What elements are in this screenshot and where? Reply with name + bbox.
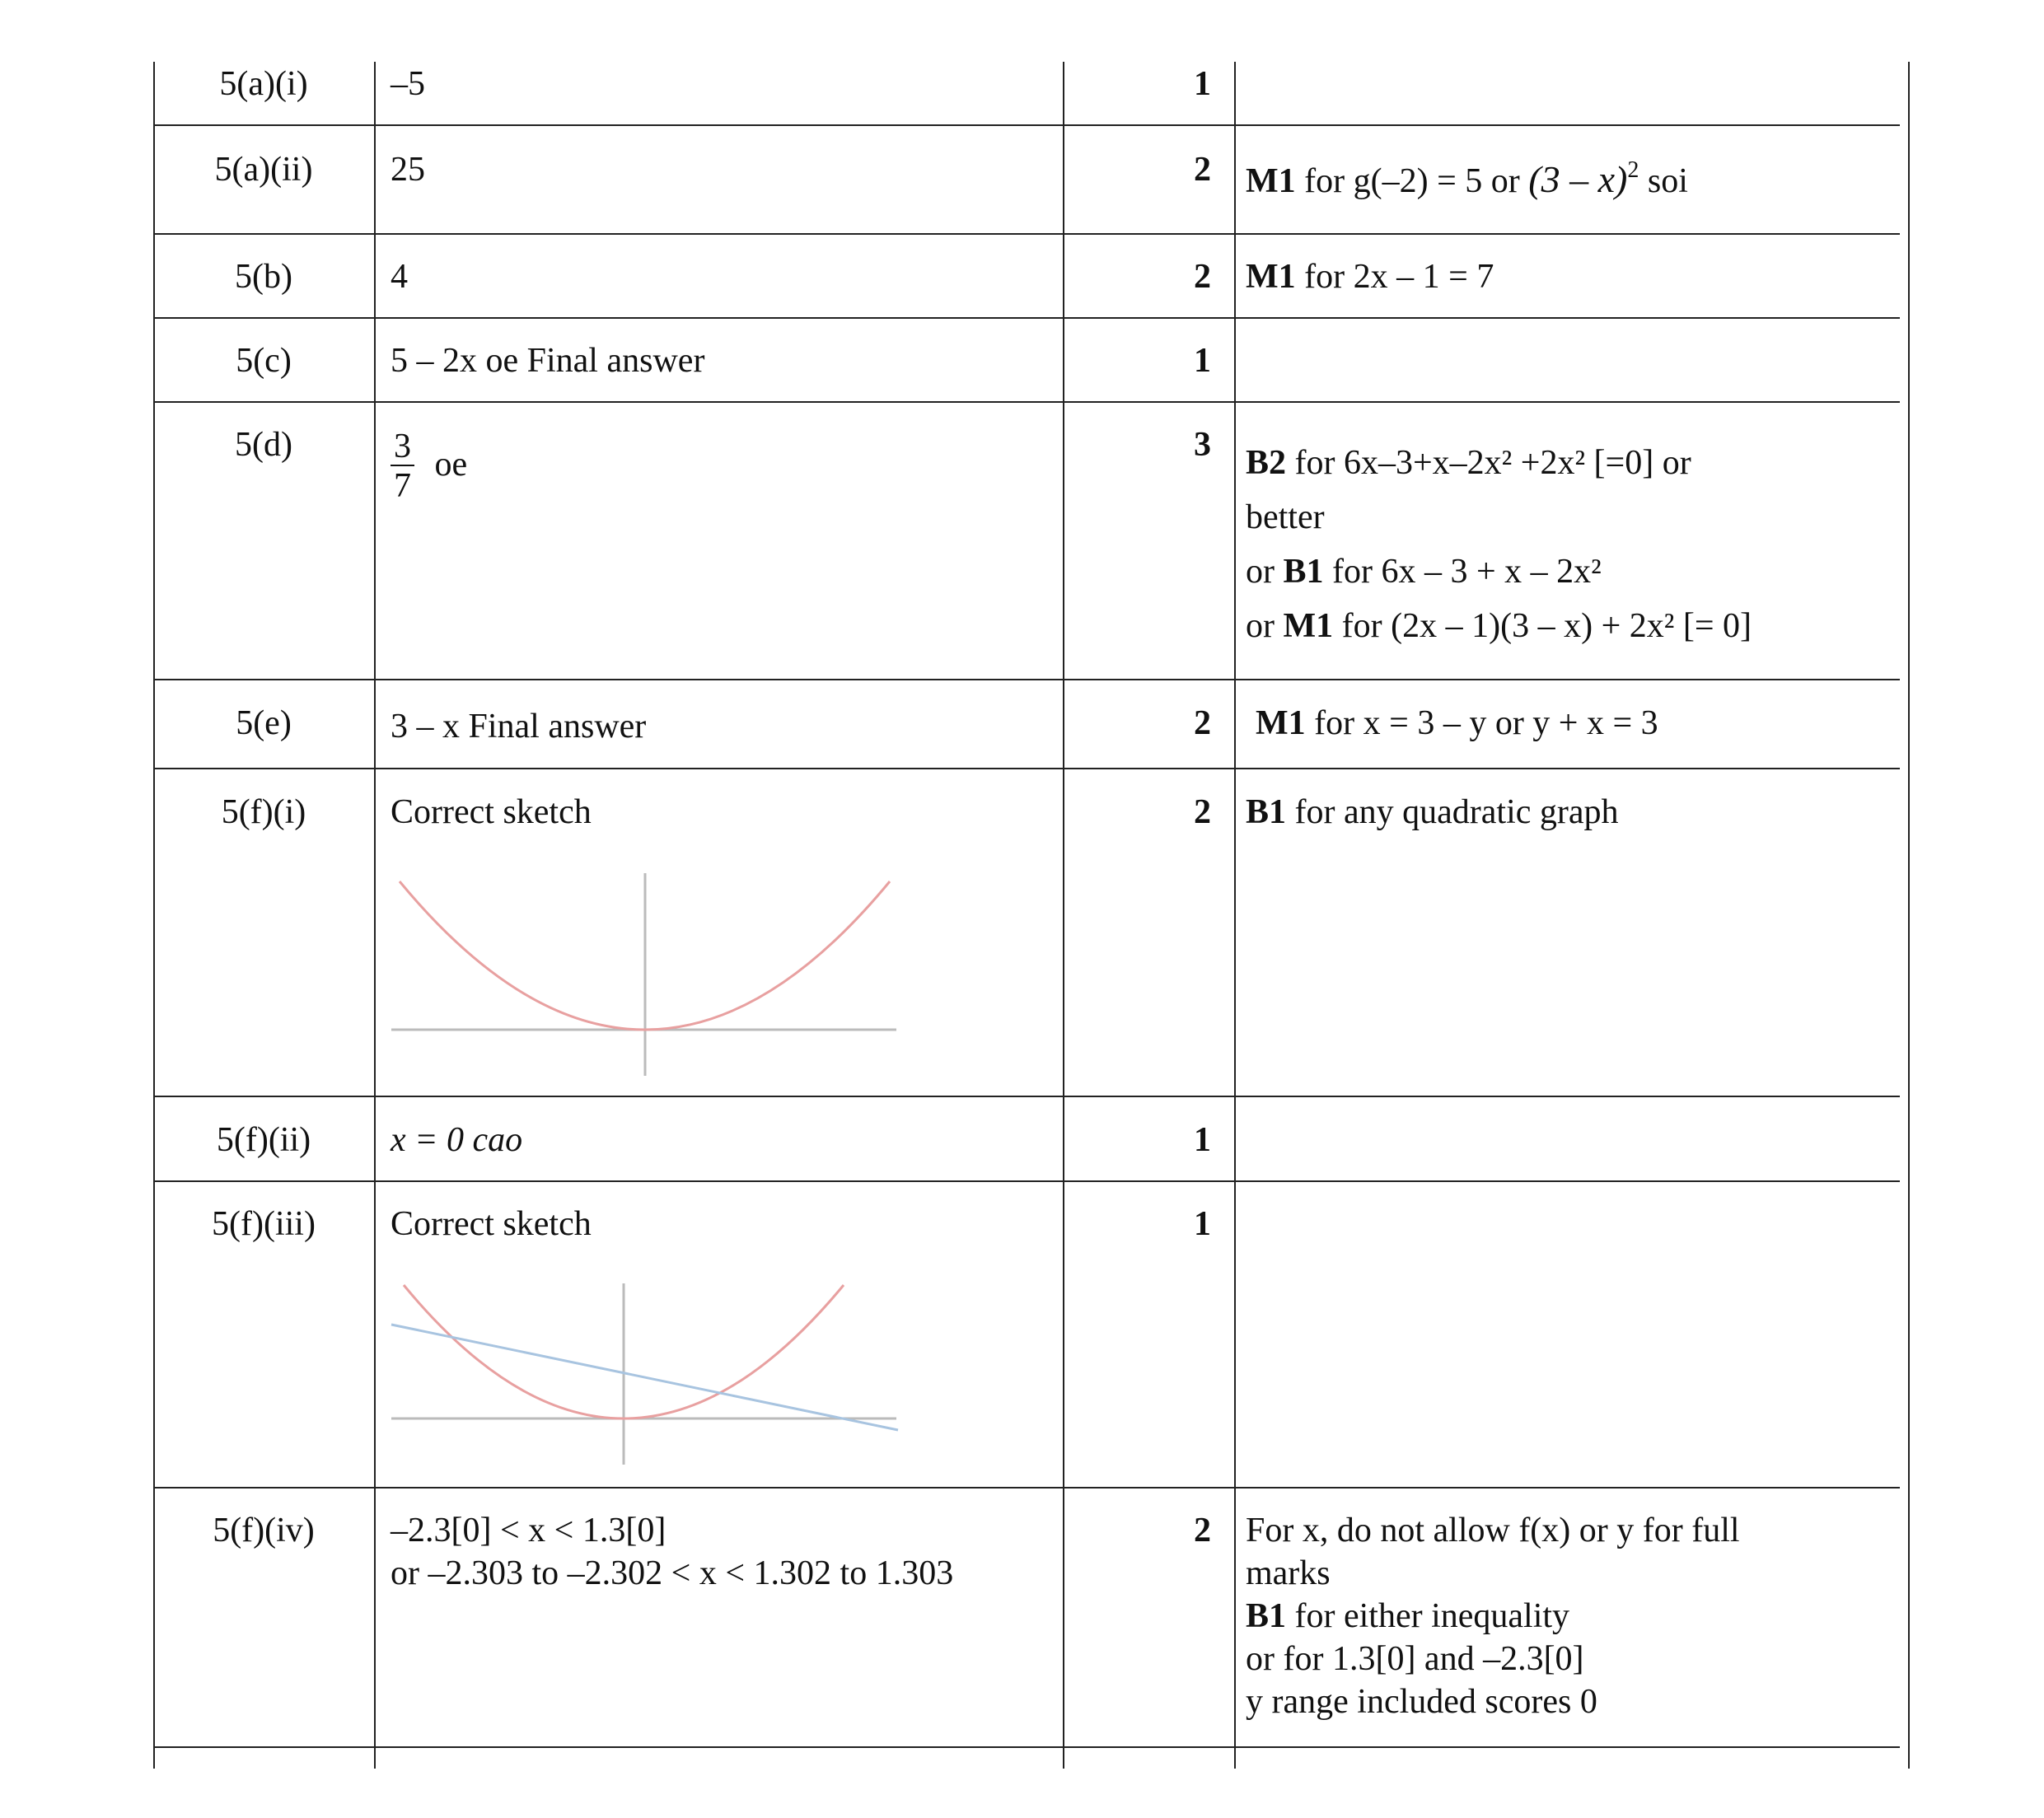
- guidance-text: [1246, 791, 1619, 834]
- mark-code: B1: [1246, 1597, 1287, 1635]
- marks-value: 2: [1194, 151, 1211, 189]
- question-label: 5(b): [235, 258, 292, 296]
- math-expression: (3 – x): [1528, 158, 1628, 200]
- question-label: 5(f)(i): [221, 793, 306, 831]
- row-divider: [153, 1096, 1900, 1097]
- guidance-line: [1246, 1595, 1569, 1638]
- guidance-line: [1246, 605, 1752, 647]
- guidance-line: For x, do not allow f(x) or y for full: [1246, 1512, 1740, 1549]
- marks-value: 2: [1194, 1512, 1211, 1549]
- guidance-fragment: for 2x – 1 = 7: [1295, 258, 1494, 296]
- guidance-fragment: or: [1246, 553, 1284, 591]
- sketch-line: [391, 1325, 898, 1430]
- row-divider: [153, 233, 1900, 235]
- answer-text: 4: [391, 258, 408, 296]
- question-label: 5(e): [236, 704, 292, 742]
- question-label: 5(f)(iii): [212, 1205, 316, 1243]
- mark-code: M1: [1256, 704, 1306, 742]
- question-label: 5(a)(ii): [214, 151, 313, 189]
- guidance-fragment: for either inequality: [1286, 1597, 1570, 1635]
- guidance-fragment: for (2x – 1)(3 – x) + 2x² [= 0]: [1333, 607, 1752, 645]
- fraction: [391, 428, 414, 506]
- marks-value: 1: [1194, 1121, 1211, 1159]
- mark-code: B1: [1283, 553, 1324, 591]
- answer-text: 5 – 2x oe Final answer: [391, 342, 705, 380]
- guidance-line: [1246, 550, 1602, 593]
- question-label: 5(f)(iv): [213, 1512, 315, 1549]
- answer-text: Correct sketch: [391, 793, 592, 831]
- guidance-text: [1246, 158, 1688, 207]
- row-divider: [153, 1746, 1900, 1748]
- row-divider: [153, 124, 1900, 126]
- guidance-fragment: soi: [1639, 162, 1688, 200]
- guidance-line: y range included scores 0: [1246, 1683, 1597, 1721]
- answer-text: Correct sketch: [391, 1205, 592, 1243]
- guidance-fragment: for x = 3 – y or y + x = 3: [1305, 704, 1658, 742]
- guidance-fragment: for g(–2) = 5 or: [1295, 162, 1529, 200]
- question-label: 5(d): [235, 426, 292, 464]
- parabola-sketch: [387, 865, 906, 1087]
- question-label: 5(c): [236, 342, 292, 380]
- marks-value: 1: [1194, 1205, 1211, 1243]
- mark-code: M1: [1283, 607, 1334, 645]
- answer-line: –2.3[0] < x < 1.3[0]: [391, 1512, 667, 1549]
- mark-code: M1: [1246, 162, 1296, 200]
- guidance-fragment: or: [1246, 607, 1284, 645]
- row-divider: [153, 1180, 1900, 1182]
- exponent: 2: [1627, 157, 1639, 183]
- answer-text: 3 – x Final answer: [391, 708, 647, 745]
- marks-value: 1: [1194, 342, 1211, 380]
- answer-text: x = 0 cao: [391, 1121, 523, 1159]
- parabola-line-sketch: [387, 1277, 906, 1483]
- marks-value: 2: [1194, 258, 1211, 296]
- guidance-line: [1246, 442, 1691, 484]
- guidance-text: [1256, 702, 1658, 745]
- guidance-line: better: [1246, 498, 1325, 536]
- guidance-line: or for 1.3[0] and –2.3[0]: [1246, 1640, 1584, 1678]
- marks-value: 2: [1194, 793, 1211, 831]
- guidance-fragment: for any quadratic graph: [1286, 793, 1619, 831]
- guidance-text: [1246, 255, 1494, 298]
- guidance-fragment: for 6x–3+x–2x² +2x² [=0] or: [1286, 444, 1691, 482]
- answer-suffix: oe: [434, 445, 468, 484]
- marks-value: 3: [1194, 426, 1211, 464]
- fraction-numerator: 3: [391, 428, 414, 466]
- row-divider: [153, 679, 1900, 680]
- answer-fraction: [391, 428, 467, 506]
- mark-code: B2: [1246, 444, 1287, 482]
- row-divider: [153, 401, 1900, 403]
- row-divider: [153, 768, 1900, 769]
- marks-value: 1: [1194, 65, 1211, 103]
- mark-code: B1: [1246, 793, 1287, 831]
- fraction-denominator: 7: [394, 467, 411, 505]
- table-border-right: [1908, 62, 1910, 1769]
- question-label: 5(f)(ii): [216, 1121, 311, 1159]
- question-label: 5(a)(i): [219, 65, 308, 103]
- mark-code: M1: [1246, 258, 1296, 296]
- answer-text: 25: [391, 151, 425, 189]
- row-divider: [153, 317, 1900, 319]
- answer-line: or –2.303 to –2.302 < x < 1.302 to 1.303: [391, 1554, 954, 1592]
- answer-text: –5: [391, 65, 425, 103]
- guidance-line: marks: [1246, 1554, 1331, 1592]
- guidance-fragment: for 6x – 3 + x – 2x²: [1323, 553, 1602, 591]
- marks-value: 2: [1194, 704, 1211, 742]
- row-divider: [153, 1487, 1900, 1489]
